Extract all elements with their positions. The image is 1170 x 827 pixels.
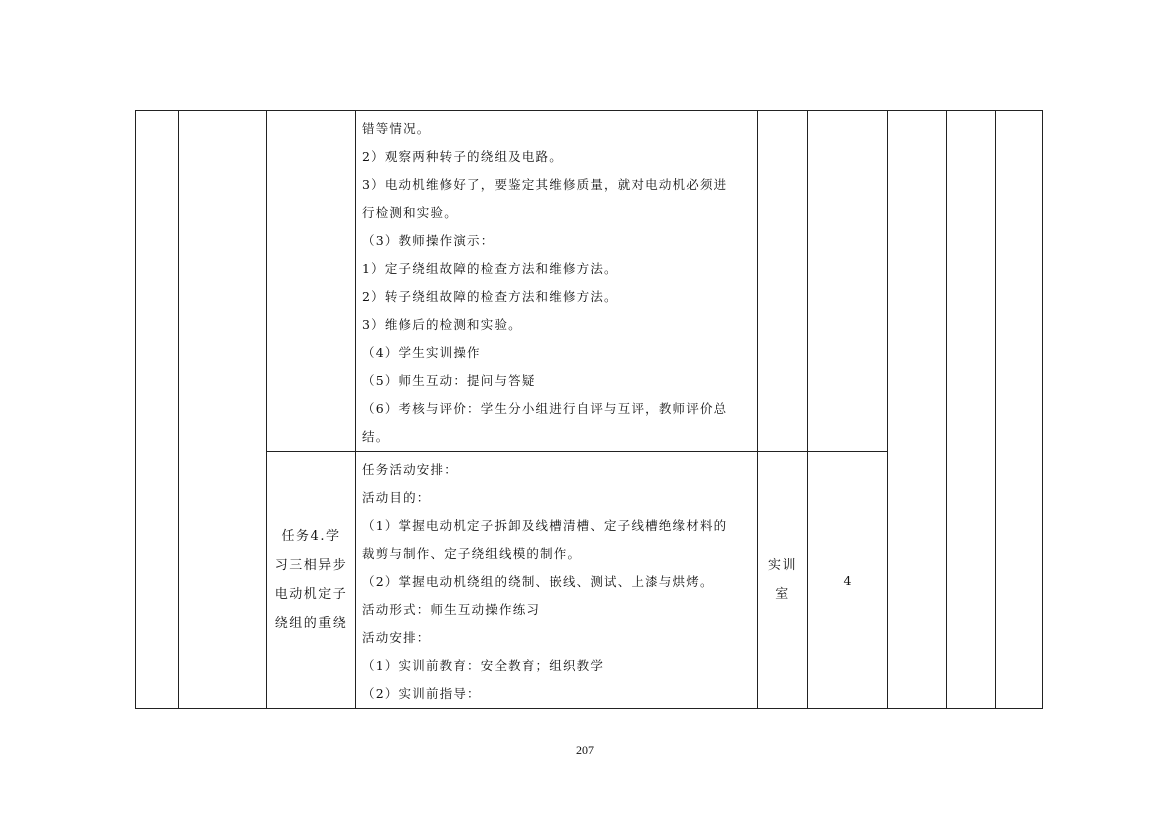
- content-line: （3）教师操作演示：: [362, 233, 495, 248]
- content-line: 任务活动安排：: [362, 462, 458, 477]
- content-line: （1）掌握电动机定子拆卸及线槽清槽、定子线槽绝缘材料的: [362, 518, 728, 533]
- empty-cell: [996, 111, 1043, 709]
- task-name-cell: [267, 452, 356, 709]
- task-line: 任务4.学: [281, 529, 341, 544]
- empty-cell: [947, 111, 996, 709]
- page-number: 207: [576, 743, 594, 757]
- hours-cell-empty: [808, 111, 888, 452]
- place-cell-empty: [758, 111, 808, 452]
- content-line: 活动形式：师生互动操作练习: [362, 602, 541, 617]
- content-line: 裁剪与制作、定子绕组线模的制作。: [362, 546, 582, 561]
- hours-cell: 4: [808, 452, 888, 709]
- table-row: [136, 111, 1043, 452]
- content-line: （5）师生互动：提问与答疑: [362, 373, 536, 388]
- content-line: 3）维修后的检测和实验。: [362, 317, 522, 332]
- activity-content-cell: [356, 452, 758, 709]
- content-line: （6）考核与评价：学生分小组进行自评与互评，教师评价总: [362, 401, 728, 416]
- empty-cell: [179, 111, 267, 709]
- content-line: 2）转子绕组故障的检查方法和维修方法。: [362, 289, 618, 304]
- content-line: （4）学生实训操作: [362, 345, 481, 360]
- task-line: 电动机定子: [274, 587, 348, 602]
- content-line: 1）定子绕组故障的检查方法和维修方法。: [362, 261, 618, 276]
- curriculum-table: [135, 110, 1043, 709]
- task-cell-empty: [267, 111, 356, 452]
- place-cell: [758, 452, 808, 709]
- task-line: 绕组的重绕: [274, 616, 348, 631]
- task-line: 习三相异步: [274, 558, 348, 573]
- empty-cell: [888, 111, 947, 709]
- place-line: 室: [775, 587, 790, 602]
- activity-content-cell: [356, 111, 758, 452]
- content-line: （2）掌握电动机绕组的绕制、嵌线、测试、上漆与烘烤。: [362, 574, 714, 589]
- content-line: 行检测和实验。: [362, 205, 458, 220]
- content-line: 活动目的：: [362, 490, 431, 505]
- content-line: 错等情况。: [362, 121, 431, 136]
- content-line: （1）实训前教育：安全教育；组织教学: [362, 658, 605, 673]
- empty-cell: [136, 111, 179, 709]
- content-line: 2）观察两种转子的绕组及电路。: [362, 149, 563, 164]
- content-line: 3）电动机维修好了，要鉴定其维修质量，就对电动机必须进: [362, 177, 728, 192]
- content-line: （2）实训前指导：: [362, 686, 481, 701]
- content-line: 活动安排：: [362, 630, 431, 645]
- place-line: 实训: [767, 558, 797, 573]
- content-line: 结。: [362, 429, 390, 444]
